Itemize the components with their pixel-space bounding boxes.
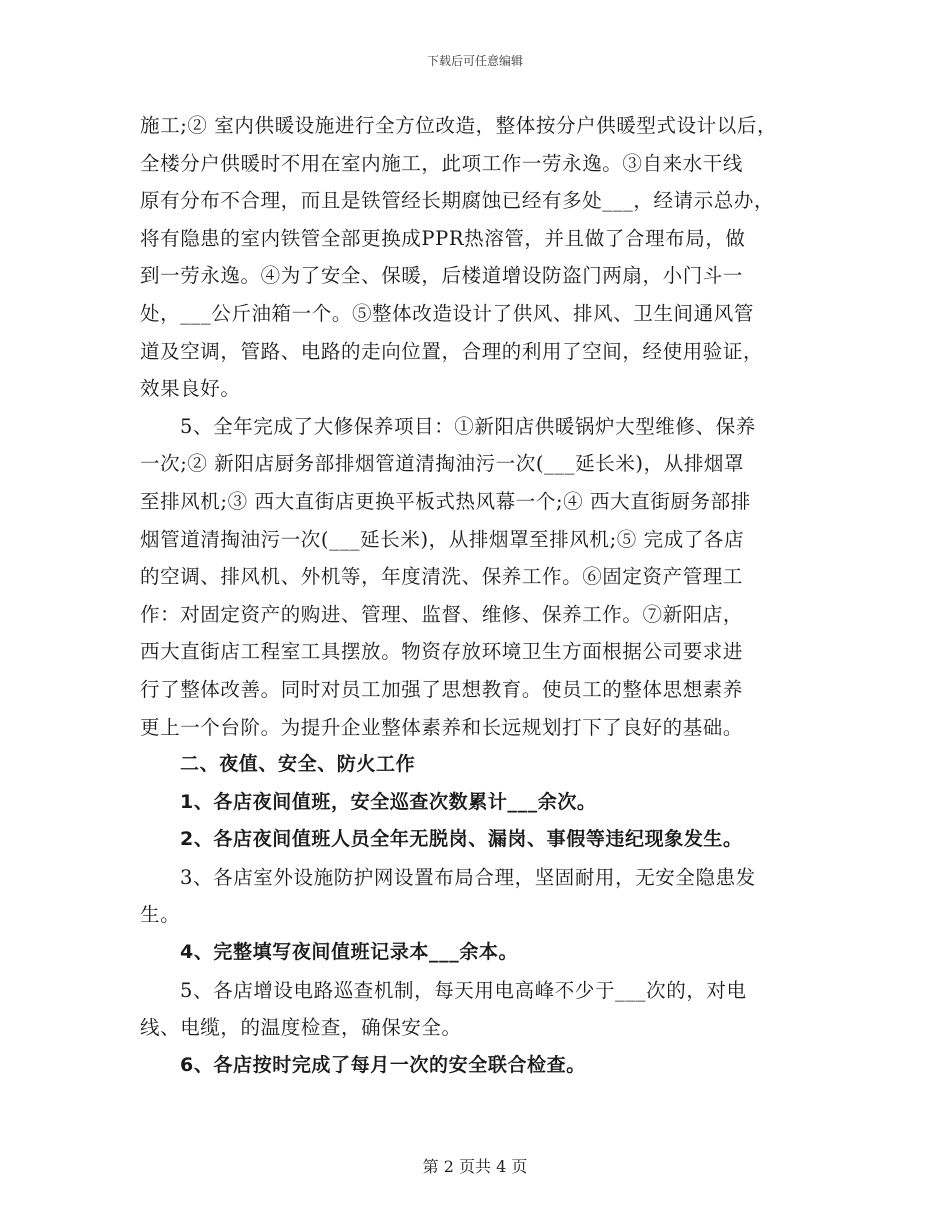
paragraph-line: 到一劳永逸。④为了安全、保暖，后楼道增设防盗门两扇，小门斗一 bbox=[140, 264, 744, 288]
section-heading: 二、夜值、安全、防火工作 bbox=[180, 753, 416, 776]
document-body bbox=[140, 107, 830, 1084]
paragraph-line: 作：对固定资产的购进、管理、监督、维修、保养工作。⑦新阳店， bbox=[140, 602, 744, 626]
page-header: 下载后可任意编辑 bbox=[426, 54, 523, 68]
paragraph-line: 一次;② 新阳店厨务部排烟管道清掏油污一次(___延长米)，从排烟罩 bbox=[140, 452, 745, 476]
paragraph-line: 西大直街店工程室工具摆放。物资存放环境卫生方面根据公司要求进 bbox=[140, 640, 744, 664]
paragraph-line: 3、各店室外设施防护网设置布局合理，坚固耐用，无安全隐患发 bbox=[180, 865, 756, 889]
paragraph-line: 施工;② 室内供暖设施进行全方位改造，整体按分户供暖型式设计以后， bbox=[140, 114, 778, 137]
paragraph-line: 原有分布不合理，而且是铁管经长期腐蚀已经有多处___，经请示总办， bbox=[140, 189, 775, 213]
paragraph-line: 5、全年完成了大修保养项目：①新阳店供暖锅炉大型维修、保养 bbox=[180, 414, 756, 438]
paragraph-line: 5、各店增设电路巡查机制，每天用电高峰不少于___次的，对电 bbox=[180, 978, 747, 1002]
paragraph-line: 行了整体改善。同时对员工加强了思想教育。使员工的整体思想素养 bbox=[140, 677, 744, 701]
paragraph-line: 效果良好。 bbox=[140, 377, 241, 401]
paragraph-line: 至排风机;③ 西大直街店更换平板式热风幕一个;④ 西大直街厨务部排 bbox=[140, 489, 751, 513]
paragraph-line: 更上一个台阶。为提升企业整体素养和长远规划打下了良好的基础。 bbox=[140, 715, 744, 739]
paragraph-line: 1、各店夜间值班，安全巡查次数累计___余次。 bbox=[180, 790, 597, 813]
paragraph-line: 6、各店按时完成了每月一次的安全联合检查。 bbox=[180, 1053, 586, 1076]
paragraph-line: 将有隐患的室内铁管全部更换成PPR热溶管，并且做了合理布局，做 bbox=[140, 226, 746, 250]
paragraph-line: 2、各店夜间值班人员全年无脱岗、漏岗、事假等违纪现象发生。 bbox=[180, 828, 743, 851]
paragraph-line: 线、电缆，的温度检查，确保安全。 bbox=[140, 1016, 462, 1040]
paragraph-line: 全楼分户供暖时不用在室内施工，此项工作一劳永逸。③自来水干线 bbox=[140, 151, 744, 175]
paragraph-line: 4、完整填写夜间值班记录本___余本。 bbox=[180, 941, 519, 964]
paragraph-line: 烟管道清掏油污一次(___延长米)，从排烟罩至排风机;⑤ 完成了各店 bbox=[140, 527, 745, 551]
paragraph-line: 处，___公斤油箱一个。⑤整体改造设计了供风、排风、卫生间通风管 bbox=[140, 301, 754, 325]
paragraph-line: 的空调、排风机、外机等，年度清洗、保养工作。⑥固定资产管理工 bbox=[140, 565, 744, 589]
paragraph-line: 生。 bbox=[140, 903, 181, 927]
paragraph-line: 道及空调，管路、电路的走向位置，合理的利用了空间，经使用验证， bbox=[140, 339, 764, 363]
page-footer: 第 2 页共 4 页 bbox=[422, 1157, 528, 1176]
